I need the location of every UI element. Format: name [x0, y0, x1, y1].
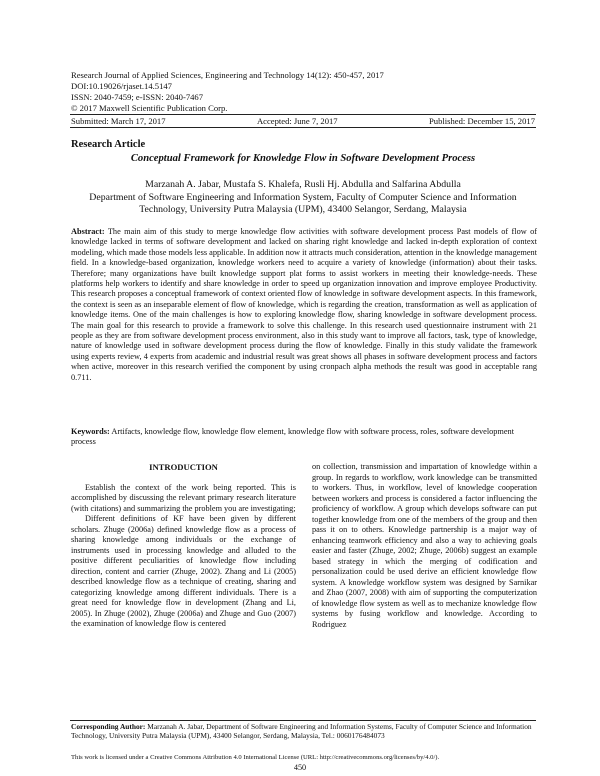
intro-paragraph-1: Establish the context of the work being reported. This is accomplished by discussing the relevant primary research literature (with citations) and summarizing the problem you are investigating;	[71, 482, 296, 513]
keywords-label: Keywords:	[71, 427, 110, 436]
introduction-heading: INTRODUCTION	[149, 462, 218, 472]
left-column	[71, 462, 296, 630]
issn: ISSN: 2040-7459; e-ISSN: 2040-7467	[71, 92, 204, 102]
journal-citation: Research Journal of Applied Sciences, Engineering and Technology 14(12): 450-457, 2017	[71, 70, 384, 80]
article-type: Research Article	[71, 139, 146, 150]
copyright: © 2017 Maxwell Scientific Publication Corp.	[71, 103, 228, 113]
corresponding-label: Corresponding Author:	[71, 722, 146, 731]
abstract	[71, 227, 537, 383]
intro-paragraph-2: Different definitions of KF have been given by different scholars. Zhuge (2006a) defined knowledge flow as a process of sharing knowledge among individuals or the exchange of instruments used in processing knowledge and alluded to the positive different peculiarities of knowledge flow including direction, content and carrier (Zhuge, 2002). Zhang and Li (2005) described knowledge flow as a technique of creating, sharing and categorizing knowledge among different individuals. There is a great need for knowledge flow in development (Zhang and Li, 2005). In Zhuge (2002), Zhuge (2006a) and Zhuge and Guo (2007) the examination of knowledge flow is centered	[71, 514, 296, 628]
abstract-label: Abstract:	[71, 227, 105, 236]
keywords-text: Artifacts, knowledge flow, knowledge flow element, knowledge flow with software process, roles, software development process	[71, 427, 515, 447]
keywords	[71, 427, 537, 448]
accepted-date: Accepted: June 7, 2017	[256, 116, 338, 126]
abstract-text: The main aim of this study to merge knowledge flow activities with software development process Past models of flow of knowledge lacked in terms of software development and lacked on sharing right knowledge and lacked in-depth exploration of context modeling, which made those models less applicable. In addition now it attracts much consideration, attention in the knowledge management field. In a knowledge-based organization, knowledge workers need to acquire a variety of knowledge (information) about their tasks. Therefore; many organizations have built knowledge support plat forms to assist workers in meeting their knowledge-needs. These platforms help workers to identify and share knowledge in order to speed up organization innovation and improve employee Productivity. This research proposes a conceptual framework of context oriented flow of knowledge in software development aspects. In this framework, the context is seen as an inseparable element of flow of knowledge, which is regarding the creation, transformation as well as application of knowledge items. One of the main challenges is how to exploring knowledge flow, sharing knowledge in software development process. The main goal for this research to provide a framework to solve this challenge. In this research used questionnaire instrument with 21 people as they are from software development process environment, also in this study want to improve all factors, task, type of knowledge, nature of knowledge used in software development process during the flow of knowledge. Finally in this study validate the framework using experts review, 4 experts from academic and industrial result was great shows all phases in software development process and factors when active, moreover in this research verified the component by using cronpach alpha methods the result was good in acceptable rang 0.711.	[71, 227, 537, 382]
published-date: Published: December 15, 2017	[429, 116, 535, 126]
header-rule-top	[70, 114, 536, 115]
footer-rule	[70, 720, 536, 721]
affiliation: Department of Software Engineering and Information System, Faculty of Computer Science and Information Technology, University Putra Malaysia (UPM), 43400 Selangor, Serdang, Malaysia	[89, 192, 517, 215]
page-number: 450	[293, 763, 307, 772]
corresponding-text: Marzanah A. Jabar, Department of Software Engineering and Information Systems, Faculty of Computer Science and Information Technology, University Putra Malaysia (UPM), 43400 Selangor, Serdang, Malaysia, Tel.: 0060176484073	[71, 722, 532, 741]
intro-paragraph-3: on collection, transmission and impartation of knowledge within a group. In regards to workflow, work knowledge can be transmitted to workers. Thus, in workflow, level of knowledge cooperation between workers and process is considered a factor influencing the proficiency of workflow. A group which develops software can put together knowledge from one of the members of the group and then pass it on to others. Knowledge partnership is a major way of enhancing teamwork efficiency and also a way to achieving goals easier and faster (Zhuge, 2002; Zhuge, 2006b) suggest an example based strategy in which the merging of codification and personalization could be used derive an efficient knowledge flow system. A knowledge workflow system was designed by Sarnikar and Zhao (2007, 2008) with aim of supporting the computerization of knowledge flow system as well as to mechanize knowledge flow systems by fusing workflow and knowledge. According to Rodriguez	[312, 462, 537, 629]
paper-title: Conceptual Framework for Knowledge Flow in Software Development Process	[130, 153, 476, 164]
license-text: This work is licensed under a Creative Commons Attribution 4.0 International License (URL: http://creativecommons.org/licenses/by/4.0/).	[71, 754, 440, 761]
right-column	[312, 462, 537, 630]
doi: DOI:10.19026/rjaset.14.5147	[71, 81, 172, 91]
dates-row	[71, 116, 535, 126]
authors: Marzanah A. Jabar, Mustafa S. Khalefa, Rusli Hj. Abdulla and Salfarina Abdulla	[145, 179, 461, 190]
corresponding-author	[71, 722, 537, 740]
header-rule-bottom	[70, 127, 536, 128]
submitted-date: Submitted: March 17, 2017	[71, 116, 166, 126]
